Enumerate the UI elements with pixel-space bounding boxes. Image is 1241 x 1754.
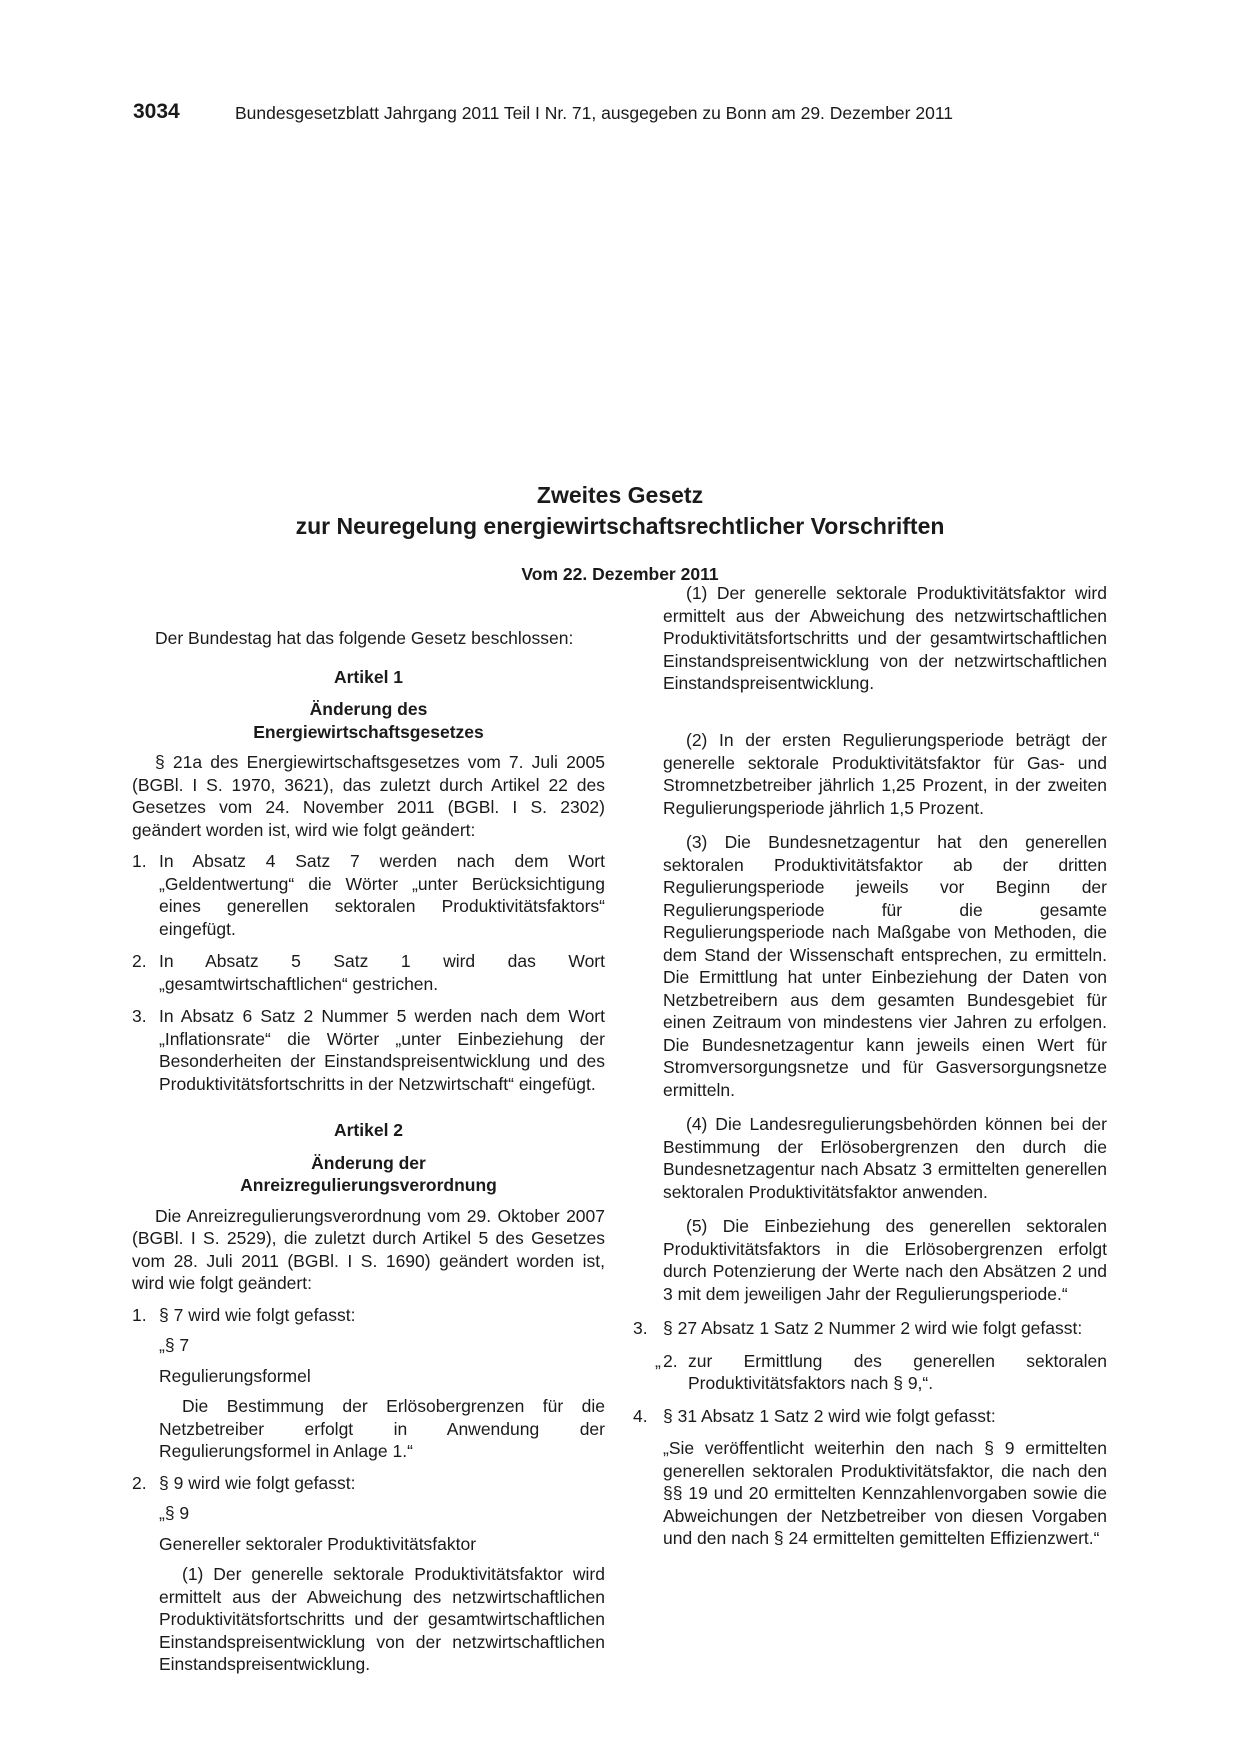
quote-open: „ [655,1350,661,1371]
section-7-body: Die Bestimmung der Erlösobergrenzen für die Netzbetreiber erfolgt in Anwendung der Regulierungsformel in Anlage 1.“ [159,1396,605,1461]
section-9-title: Genereller sektoraler Produktivitätsfaktor [159,1533,477,1554]
section-31-quote: „Sie veröffentlicht weiterhin den nach § 9 ermittelten generellen sektoralen Produktivitätsfaktor, die nach den §§ 19 und 20 ermittelten Kennzahlenvorgaben sowie die Abweichungen der Netzbetreiber von diesen Vorgaben und den nach § 24 ermittelten gemittelten Effizienzwert.“ [663,1438,1107,1548]
article2-item-4 [633,1405,1107,1428]
running-header [133,100,1113,130]
item-number: 3. [633,1318,648,1338]
section-9-para1-flow: (1) Der generelle sektorale Produktivitätsfaktor wird ermittelt aus der Abweichung des netzwirtschaftlichen Produktivitätsfortschritts und der gesamtwirtschaftlichen Einstandspreisentwicklung von der netzwirtschaftlichen Einstandspreisentwicklung. [663,583,1107,693]
article2-heading-line2: Anreizregulierungsverordnung [240,1175,497,1195]
section-9-para1-start [132,1563,605,1674]
preamble: Der Bundestag hat das folgende Gesetz beschlossen: [155,628,574,648]
section-9-para3: (3) Die Bundesnetzagentur hat den generellen sektoralen Produktivitätsfaktor ab der dritten Regulierungsperiode jeweils vor Beginn der Regulierungsperiode für die gesamte Regulierungsperiode nach Maßgabe von Methoden, die dem Stand der Wissenschaft entsprechen, zu ermitteln. Die Ermittlung hat unter Einbeziehung der Daten von Netzbetreibern aus dem gesamten Bundesgebiet für einen Zeitraum von mindestens vier Jahren zu erfolgen. Die Bundesnetzagentur kann jeweils einen Wert für Stromversorgungsnetze und für Gasversorgungsnetze ermitteln. [663,832,1107,1100]
right-column [633,583,1107,1550]
section-9-number: „§ 9 [159,1503,190,1523]
item-text: § 7 wird wie folgt gefasst: [159,1304,356,1325]
section-9-para2: (2) In der ersten Regulierungsperiode beträgt der generelle sektorale Produktivitätsfaktor für Gas- und Stromnetzbetreiber jährlich 1,25 Prozent, in der zweiten Regulierungsperiode jährlich 1,5 Prozent. [663,730,1107,818]
article2-item-1 [132,1304,605,1327]
item-text: § 31 Absatz 1 Satz 2 wird wie folgt gefasst: [663,1405,996,1426]
item-number: 2. [132,1472,147,1493]
article1-heading [132,698,605,743]
item-text: § 27 Absatz 1 Satz 2 Nummer 2 wird wie folgt gefasst: [663,1318,1083,1338]
section-9-para1-continued [633,583,1107,717]
article2-label: Artikel 2 [333,1120,404,1140]
article1-item [132,850,605,940]
section-9-para1: (1) Der generelle sektorale Produktivitätsfaktor wird ermittelt aus der Abweichung des netzwirtschaftlichen Produktivitätsfortschritts und der gesamtwirtschaftlichen Einstandspreisentwicklung von der netzwirtschaftlichen Einstandspreisentwicklung. [159,1564,605,1674]
article2-item-2 [132,1472,605,1495]
page-number: 3034 [133,100,180,123]
item-number: 3. [132,1006,147,1026]
law-title-line1: Zweites Gesetz [536,482,704,508]
law-date: Vom 22. Dezember 2011 [521,564,719,584]
article2-heading-line1: Änderung der [311,1152,426,1173]
item-number: 2. [132,951,147,971]
item-text: In Absatz 4 Satz 7 werden nach dem Wort „Geldentwertung“ die Wörter „unter Berücksichtigung eines generellen sektoralen Produktivitätsfaktors“ eingefügt. [159,851,605,939]
article1-label: Artikel 1 [333,666,404,687]
item-text: § 9 wird wie folgt gefasst: [159,1472,356,1493]
article1-item [132,950,605,995]
article1-heading-line2: Energiewirtschaftsgesetzes [253,721,484,742]
quote-text: zur Ermittlung des generellen sektoralen Produktivitätsfaktors nach § 9,“. [688,1350,1107,1393]
section-7-title: Regulierungsformel [159,1365,311,1386]
article1-heading-line1: Änderung des [309,699,428,719]
section-9-para4: (4) Die Landesregulierungsbehörden können bei der Bestimmung der Erlösobergrenzen den durch die Bundesnetzagentur nach Absatz 3 ermittelten generellen sektoralen Produktivitätsfaktor anwenden. [663,1114,1107,1202]
item-text: In Absatz 5 Satz 1 wird das Wort „gesamtwirtschaftlichen“ gestrichen. [159,951,605,994]
running-title: Bundesgesetzblatt Jahrgang 2011 Teil I Nr. 71, ausgegeben zu Bonn am 29. Dezember 2011 [235,103,953,123]
section-7-number: „§ 7 [159,1335,190,1355]
quote-number: 2. [663,1350,678,1371]
item-text: In Absatz 6 Satz 2 Nummer 5 werden nach dem Wort „Inflationsrate“ die Wörter „unter Einbeziehung der Besonderheiten der Einstandspreisentwicklung und des Produktivitätsfortschritts in der Netzwirtschaft“ eingefügt. [159,1006,605,1094]
article2-heading [132,1152,605,1197]
section-9-para5: (5) Die Einbeziehung des generellen sektoralen Produktivitätsfaktors in die Erlösobergrenzen erfolgt durch Potenzierung der Werte nach den Absätzen 2 und 3 mit dem jeweiligen Jahr der Regulierungsperiode.“ [663,1216,1107,1304]
law-title-line2: zur Neuregelung energiewirtschaftsrechtlicher Vorschriften [295,513,945,539]
article1-item [132,1005,605,1095]
item-number: 4. [633,1405,648,1426]
item-number: 1. [132,1304,147,1325]
article1-intro: § 21a des Energiewirtschaftsgesetzes vom 7. Juli 2005 (BGBl. I S. 1970, 3621), das zuletzt durch Artikel 22 des Gesetzes vom 24. November 2011 (BGBl. I S. 2302) geändert worden ist, wird wie folgt geändert: [132,752,605,840]
section-27-quote [633,1350,1107,1395]
article2-intro: Die Anreizregulierungsverordnung vom 29. Oktober 2007 (BGBl. I S. 2529), die zuletzt durch Artikel 5 des Gesetzes vom 28. Juli 2011 (BGBl. I S. 1690) geändert worden ist, wird wie folgt geändert: [132,1205,605,1293]
left-column [132,627,605,1674]
item-number: 1. [132,851,147,871]
article2-item-3 [633,1317,1107,1340]
